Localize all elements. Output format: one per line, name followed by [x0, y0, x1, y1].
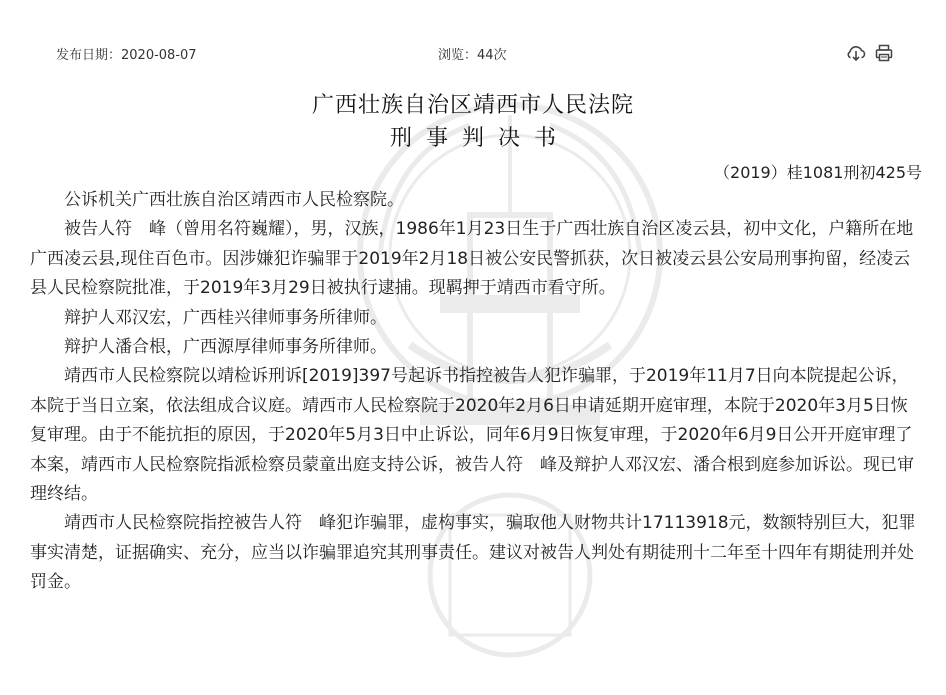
paragraph-prosecutor: 公诉机关广西壮族自治区靖西市人民检察院。 — [64, 190, 404, 210]
court-name: 广西壮族自治区靖西市人民法院 — [311, 93, 634, 118]
paragraph-procedure: 靖西市人民检察院以靖检诉刑诉[2019]397号起诉书指控被告人犯诈骗罪，于2019年11月7日向本院提起公诉，本院于当日立案，依法组成合议庭。靖西市人民检察院于2020年2月6日申请延期开庭审理，本院于2020年3月5日恢复审理。由于不能抗拒的原因，于2020年5月3日中止诉讼，同年6月9日恢复审理，于2020年6月9日公开开庭审理了本案，靖西市人民检察院指派检察员蒙童出庭支持公诉，被告人符 峰及辩护人邓汉宏、潘合根到庭参加诉讼。现已审理终结。 — [30, 366, 914, 505]
paragraph-defendant: 被告人符 峰（曾用名符巍耀），男，汉族，1986年1月23日生于广西壮族自治区凌云县，初中文化，户籍所在地广西凌云县,现住百色市。因涉嫌犯诈骗罪于2019年2月18日被公安民警抓获，次日被凌云县公安局刑事拘留，经凌云县人民检察院批准，于2019年3月29日被执行逮捕。现羁押于靖西市看守所。 — [30, 219, 914, 299]
case-number: （2019）桂1081刑初425号 — [714, 163, 922, 182]
document-title: 刑事判决书 — [389, 126, 570, 151]
paragraph-accusation: 靖西市人民检察院指控被告人符 峰犯诈骗罪，虚构事实，骗取他人财物共计17113918元，数额特别巨大，犯罪事实清楚，证据确实、充分，应当以诈骗罪追究其刑事责任。建议对被告人判处有期徒刑十二年至十四年有期徒刑并处罚金。 — [30, 513, 916, 593]
view-count: 浏览：44次 — [438, 48, 507, 63]
judgment-body — [30, 186, 920, 598]
publish-date: 发布日期：2020-08-07 — [56, 48, 197, 63]
download-icon[interactable] — [846, 43, 866, 63]
print-icon[interactable] — [874, 43, 894, 63]
paragraph-defender-1: 辩护人邓汉宏，广西桂兴律师事务所律师。 — [64, 307, 387, 328]
meta-bar — [0, 0, 946, 80]
paragraph-defender-2: 辩护人潘合根，广西源厚律师事务所律师。 — [64, 337, 387, 358]
